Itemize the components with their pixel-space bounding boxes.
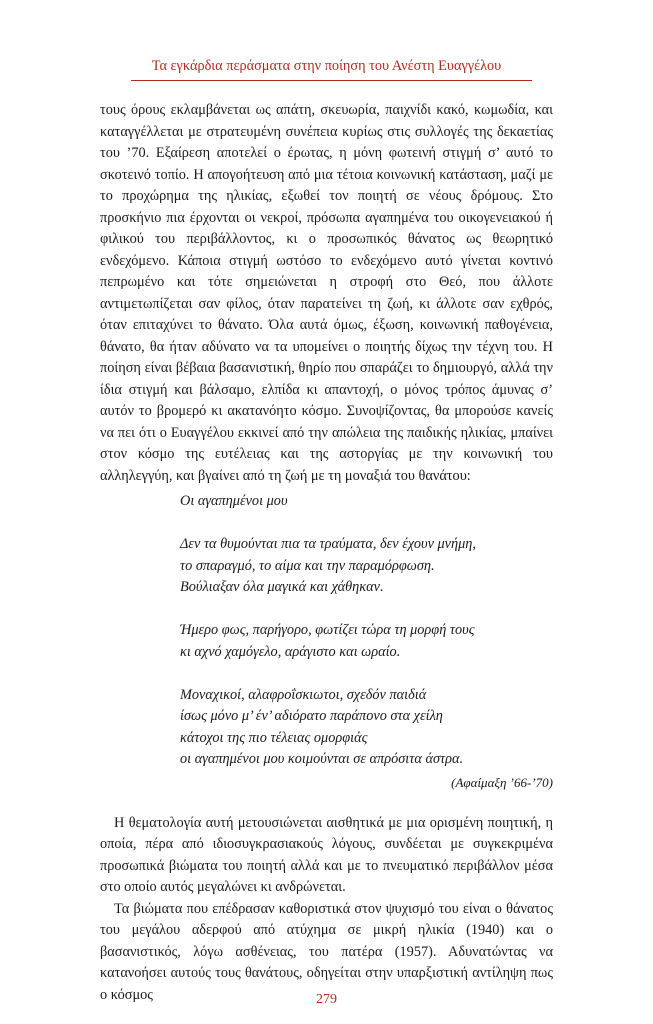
- poem-line: Οι αγαπημένοι μου: [180, 493, 288, 509]
- poem-stanza: [180, 620, 553, 663]
- poem-line: οι αγαπημένοι μου κοιμούνται σε απρόσιτα άστρα.: [180, 751, 464, 767]
- running-head: Τα εγκάρδια περάσματα στην ποίηση του Ανέστη Ευαγγέλου: [151, 58, 502, 74]
- poem-attribution: (Αφαίμαξη ’66-’70): [451, 774, 553, 790]
- paragraph: Η θεματολογία αυτή μετουσιώνεται αισθητικά με μια ορισμένη ποιητική, η οποία, πέρα από ιδιοσυγκρασιακούς λόγους, συνδέεται με συγκεκριμένα προσωπικά βιώματα του ποιητή αλλά και με το πνευματικό περιβάλλον μέσα στο οποίο αυτός μεγαλώνει κι ανδρώνεται.: [100, 814, 553, 895]
- poem-line: Βούλιαξαν όλα μαγικά και χάθηκαν.: [180, 579, 384, 595]
- header-rule: [131, 80, 532, 81]
- poem-stanza: [180, 685, 553, 771]
- poem-line: Μοναχικοί, αλαφροΐσκιωτοι, σχεδόν παιδιά: [180, 686, 427, 703]
- poem-line: κι αχνό χαμόγελο, αράγιστο και ωραίο.: [180, 643, 401, 660]
- paragraph: Τα βιώματα που επέδρασαν καθοριστικά στον ψυχισμό του είναι ο θάνατος του μεγάλου αδερφού από ατύχημα σε μικρή ηλικία (1940) και ο βασανιστικός, λόγω ασθένειας, του πατέρα (1957). Αδυνατώντας να κατανοήσει αυτούς τους θανάτους, οδηγείται στην υπαρξιστική αντίληψη πως ο κόσμος: [100, 900, 553, 1003]
- poem-line: κάτοχοι της πιο τέλειας ομορφιάς: [180, 729, 368, 746]
- poem-stanza: [180, 534, 553, 599]
- spacer: [100, 793, 553, 813]
- poem: [180, 491, 553, 771]
- poem-stanza: [180, 491, 553, 513]
- poem-line: Ήμερο φως, παρήγορο, φωτίζει τώρα τη μορφή τους: [180, 622, 475, 638]
- poem-line: ίσως μόνο μ’ έν’ αδιόρατο παράπονο στα χείλη: [180, 708, 443, 724]
- paragraph: τους όρους εκλαμβάνεται ως απάτη, σκευωρία, παιχνίδι κακό, κωμωδία, και καταγγέλλεται με στρατευμένη συνέπεια κυρίως στις συλλογές της δεκαετίας του ’70. Εξαίρεση αποτελεί ο έρωτας, η μόνη φωτεινή στιγμή σ’ αυτό το σκοτεινό τοπίο. Η απογοήτευση από μια τέτοια κοινωνική κατάσταση, μαζί με το προχώρημα της ηλικίας, εξωθεί τον ποιητή σε νέους δρόμους. Στο προσκήνιο πια έρχονται οι νεκροί, πρόσωπα αγαπημένα του οικογενειακού ή φιλικού του περιβάλλοντος, κι ο προσωπικός θάνατος ως θεωρητικό ενδεχόμενο. Κάποια στιγμή ωστόσο το ενδεχόμενο αυτό γίνεται κοντινό πεπρωμένο και τότε σημειώνεται η στροφή στο Θεό, που άλλοτε αντιμετωπίζεται σαν φίλος, όταν παρατείνει τη ζωή, κι άλλοτε σαν εχθρός, όταν επιταχύνει το θάνατο. Όλα αυτά όμως, έξωση, κοινωνική παθογένεια, θάνατο, θα ήταν αδύνατο να τα υπομείνει ο ποιητής δίχως την τέχνη του. Η ποίηση είναι βέβαια βασανιστική, θηρίο που σπαράζει το δημιουργό, αλλά την ίδια στιγμή και βάλσαμο, ελπίδα κι απαντοχή, ο μόνος τρόπος άμυνας σ’ αυτόν το βρομερό κι ακατανόητο κόσμο. Συνοψίζοντας, θα μπορούσε κανείς να πει ότι ο Ευαγγέλου εκκινεί από την απώλεια της παιδικής ηλικίας, μπαίνει στον κόσμο της ευτέλειας και της αστοργίας με την κοινωνική του αλληλεγγύη, και βγαίνει από τη ζωή με τη μοναξιά του θανάτου:: [100, 102, 553, 484]
- page-number: 279: [316, 992, 337, 1007]
- poem-line: το σπαραγμό, το αίμα και την παραμόρφωση.: [180, 557, 435, 574]
- poem-line: Δεν τα θυμούνται πια τα τραύματα, δεν έχουν μνήμη,: [180, 536, 476, 552]
- text-column: [100, 100, 553, 1006]
